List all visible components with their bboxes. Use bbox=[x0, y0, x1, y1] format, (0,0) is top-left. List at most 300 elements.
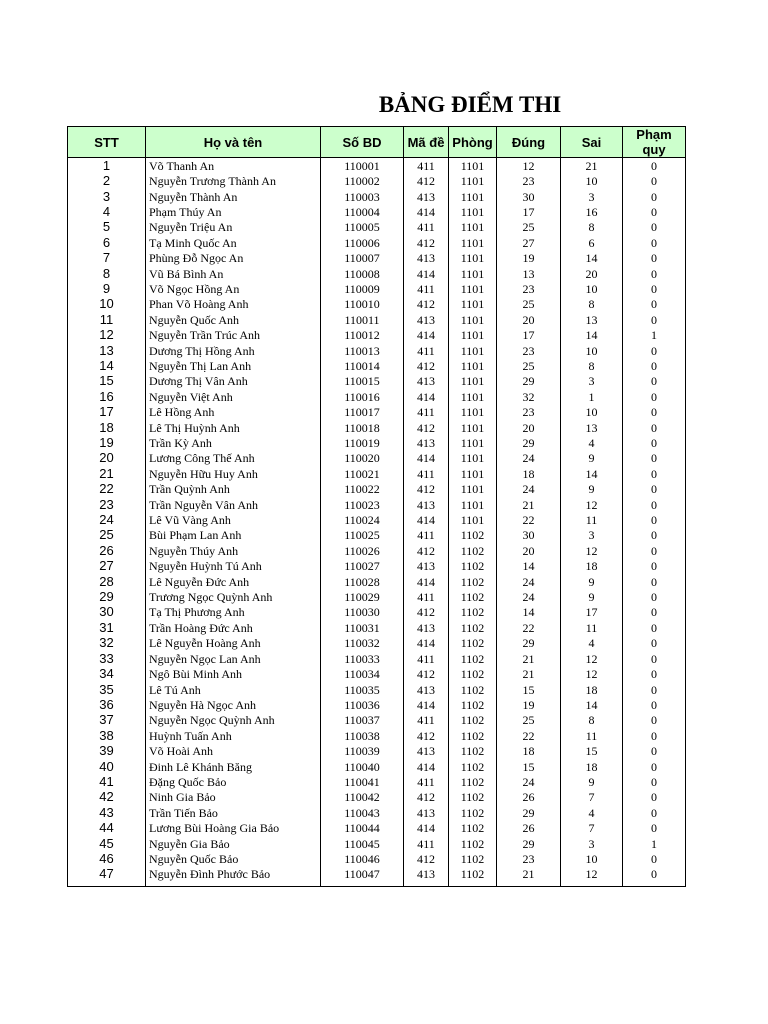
cell-stt: 38 bbox=[68, 728, 146, 743]
cell-stt: 3 bbox=[68, 189, 146, 204]
cell-ma-de: 412 bbox=[404, 173, 449, 188]
cell-name: Vũ Bá Bình An bbox=[146, 266, 321, 281]
cell-sai: 18 bbox=[561, 759, 623, 774]
cell-sai: 3 bbox=[561, 189, 623, 204]
cell-ma-de: 413 bbox=[404, 805, 449, 820]
cell-phong: 1101 bbox=[449, 281, 497, 296]
cell-dung: 25 bbox=[497, 713, 561, 728]
cell-name: Nguyễn Quốc Bảo bbox=[146, 851, 321, 866]
cell-sai: 4 bbox=[561, 435, 623, 450]
cell-stt: 32 bbox=[68, 636, 146, 651]
cell-ma-de: 414 bbox=[404, 389, 449, 404]
cell-sai: 8 bbox=[561, 358, 623, 373]
cell-stt: 40 bbox=[68, 759, 146, 774]
cell-name: Bùi Phạm Lan Anh bbox=[146, 528, 321, 543]
cell-phong: 1101 bbox=[449, 420, 497, 435]
cell-ma-de: 411 bbox=[404, 405, 449, 420]
cell-stt: 14 bbox=[68, 358, 146, 373]
cell-sbd: 110043 bbox=[321, 805, 404, 820]
cell-sai: 8 bbox=[561, 713, 623, 728]
cell-sai: 14 bbox=[561, 327, 623, 342]
cell-phong: 1101 bbox=[449, 389, 497, 404]
cell-ma-de: 413 bbox=[404, 620, 449, 635]
cell-sai: 10 bbox=[561, 851, 623, 866]
cell-dung: 27 bbox=[497, 235, 561, 250]
cell-phong: 1101 bbox=[449, 235, 497, 250]
cell-sbd: 110035 bbox=[321, 682, 404, 697]
score-table bbox=[67, 126, 686, 887]
cell-stt: 43 bbox=[68, 805, 146, 820]
cell-ma-de: 412 bbox=[404, 790, 449, 805]
cell-phong: 1102 bbox=[449, 666, 497, 681]
cell-sai: 11 bbox=[561, 620, 623, 635]
cell-sbd: 110023 bbox=[321, 497, 404, 512]
cell-ma-de: 411 bbox=[404, 466, 449, 481]
cell-name: Tạ Minh Quốc An bbox=[146, 235, 321, 250]
cell-pham-quy: 0 bbox=[623, 189, 686, 204]
cell-stt: 19 bbox=[68, 435, 146, 450]
cell-sbd: 110045 bbox=[321, 836, 404, 851]
cell-phong: 1102 bbox=[449, 743, 497, 758]
cell-pham-quy: 0 bbox=[623, 512, 686, 527]
cell-phong: 1102 bbox=[449, 774, 497, 789]
cell-dung: 25 bbox=[497, 220, 561, 235]
cell-stt: 9 bbox=[68, 281, 146, 296]
header-stt: STT bbox=[68, 127, 146, 158]
cell-name: Dương Thị Vân Anh bbox=[146, 374, 321, 389]
cell-sai: 10 bbox=[561, 405, 623, 420]
header-sai: Sai bbox=[561, 127, 623, 158]
cell-name: Nguyễn Quốc Anh bbox=[146, 312, 321, 327]
cell-sbd: 110008 bbox=[321, 266, 404, 281]
cell-ma-de: 412 bbox=[404, 605, 449, 620]
cell-ma-de: 412 bbox=[404, 358, 449, 373]
cell-name: Dương Thị Hồng Anh bbox=[146, 343, 321, 358]
cell-pham-quy: 0 bbox=[623, 482, 686, 497]
cell-sai: 6 bbox=[561, 235, 623, 250]
cell-dung: 22 bbox=[497, 620, 561, 635]
table-row bbox=[68, 158, 686, 174]
cell-phong: 1102 bbox=[449, 528, 497, 543]
cell-dung: 29 bbox=[497, 836, 561, 851]
cell-sbd: 110006 bbox=[321, 235, 404, 250]
cell-name: Nguyễn Hữu Huy Anh bbox=[146, 466, 321, 481]
cell-stt: 28 bbox=[68, 574, 146, 589]
cell-sbd: 110025 bbox=[321, 528, 404, 543]
cell-stt: 36 bbox=[68, 697, 146, 712]
cell-phong: 1102 bbox=[449, 651, 497, 666]
cell-pham-quy: 0 bbox=[623, 266, 686, 281]
cell-pham-quy: 1 bbox=[623, 836, 686, 851]
table-row bbox=[68, 636, 686, 651]
table-row bbox=[68, 728, 686, 743]
cell-sbd: 110031 bbox=[321, 620, 404, 635]
cell-sbd: 110024 bbox=[321, 512, 404, 527]
cell-phong: 1101 bbox=[449, 482, 497, 497]
cell-stt: 46 bbox=[68, 851, 146, 866]
cell-dung: 19 bbox=[497, 697, 561, 712]
cell-name: Nguyễn Thị Lan Anh bbox=[146, 358, 321, 373]
table-row bbox=[68, 713, 686, 728]
cell-sbd: 110002 bbox=[321, 173, 404, 188]
cell-stt: 29 bbox=[68, 589, 146, 604]
cell-ma-de: 414 bbox=[404, 636, 449, 651]
cell-dung: 21 bbox=[497, 497, 561, 512]
cell-stt: 21 bbox=[68, 466, 146, 481]
cell-stt: 42 bbox=[68, 790, 146, 805]
cell-pham-quy: 0 bbox=[623, 466, 686, 481]
cell-sbd: 110020 bbox=[321, 451, 404, 466]
cell-phong: 1101 bbox=[449, 435, 497, 450]
cell-sbd: 110032 bbox=[321, 636, 404, 651]
cell-name: Lương Công Thế Anh bbox=[146, 451, 321, 466]
cell-stt: 11 bbox=[68, 312, 146, 327]
cell-ma-de: 413 bbox=[404, 682, 449, 697]
cell-sai: 10 bbox=[561, 173, 623, 188]
table-row bbox=[68, 651, 686, 666]
table-row bbox=[68, 805, 686, 820]
cell-name: Lê Nguyễn Đức Anh bbox=[146, 574, 321, 589]
cell-name: Trần Tiến Bảo bbox=[146, 805, 321, 820]
cell-sbd: 110007 bbox=[321, 250, 404, 265]
cell-sbd: 110016 bbox=[321, 389, 404, 404]
cell-pham-quy: 0 bbox=[623, 682, 686, 697]
cell-sbd: 110011 bbox=[321, 312, 404, 327]
cell-name: Tạ Thị Phương Anh bbox=[146, 605, 321, 620]
table-row bbox=[68, 435, 686, 450]
cell-sai: 10 bbox=[561, 343, 623, 358]
cell-sai: 21 bbox=[561, 158, 623, 174]
cell-dung: 20 bbox=[497, 420, 561, 435]
cell-sai: 13 bbox=[561, 312, 623, 327]
cell-sbd: 110009 bbox=[321, 281, 404, 296]
cell-stt: 39 bbox=[68, 743, 146, 758]
cell-stt: 44 bbox=[68, 820, 146, 835]
table-row bbox=[68, 250, 686, 265]
table-row bbox=[68, 235, 686, 250]
cell-ma-de: 413 bbox=[404, 559, 449, 574]
header-sbd: Số BD bbox=[321, 127, 404, 158]
cell-pham-quy: 0 bbox=[623, 713, 686, 728]
table-row bbox=[68, 851, 686, 866]
table-row bbox=[68, 220, 686, 235]
cell-sai: 16 bbox=[561, 204, 623, 219]
cell-name: Nguyễn Đình Phước Bảo bbox=[146, 867, 321, 887]
cell-dung: 20 bbox=[497, 543, 561, 558]
cell-dung: 25 bbox=[497, 358, 561, 373]
cell-sai: 1 bbox=[561, 389, 623, 404]
cell-ma-de: 411 bbox=[404, 651, 449, 666]
cell-sai: 7 bbox=[561, 820, 623, 835]
cell-stt: 18 bbox=[68, 420, 146, 435]
cell-ma-de: 414 bbox=[404, 759, 449, 774]
cell-ma-de: 411 bbox=[404, 836, 449, 851]
cell-phong: 1102 bbox=[449, 759, 497, 774]
cell-phong: 1102 bbox=[449, 543, 497, 558]
table-row bbox=[68, 543, 686, 558]
header-ma-de: Mã đề bbox=[404, 127, 449, 158]
table-row bbox=[68, 497, 686, 512]
cell-ma-de: 414 bbox=[404, 512, 449, 527]
cell-phong: 1101 bbox=[449, 497, 497, 512]
cell-pham-quy: 0 bbox=[623, 805, 686, 820]
table-row bbox=[68, 666, 686, 681]
table-row bbox=[68, 743, 686, 758]
cell-phong: 1101 bbox=[449, 250, 497, 265]
cell-dung: 23 bbox=[497, 343, 561, 358]
table-row bbox=[68, 512, 686, 527]
cell-sai: 13 bbox=[561, 420, 623, 435]
cell-dung: 22 bbox=[497, 728, 561, 743]
cell-ma-de: 414 bbox=[404, 574, 449, 589]
cell-sbd: 110036 bbox=[321, 697, 404, 712]
cell-dung: 17 bbox=[497, 204, 561, 219]
table-row bbox=[68, 867, 686, 887]
cell-pham-quy: 0 bbox=[623, 867, 686, 887]
cell-dung: 24 bbox=[497, 589, 561, 604]
cell-sbd: 110012 bbox=[321, 327, 404, 342]
table-row bbox=[68, 405, 686, 420]
cell-stt: 22 bbox=[68, 482, 146, 497]
cell-phong: 1102 bbox=[449, 713, 497, 728]
cell-sai: 9 bbox=[561, 574, 623, 589]
cell-ma-de: 411 bbox=[404, 281, 449, 296]
cell-sbd: 110030 bbox=[321, 605, 404, 620]
cell-dung: 12 bbox=[497, 158, 561, 174]
page-title: BẢNG ĐIỂM THI bbox=[378, 92, 562, 117]
table-row bbox=[68, 281, 686, 296]
header-name: Họ và tên bbox=[146, 127, 321, 158]
cell-pham-quy: 0 bbox=[623, 389, 686, 404]
table-row bbox=[68, 420, 686, 435]
cell-stt: 23 bbox=[68, 497, 146, 512]
cell-ma-de: 412 bbox=[404, 728, 449, 743]
cell-name: Nguyễn Ngọc Quỳnh Anh bbox=[146, 713, 321, 728]
cell-dung: 29 bbox=[497, 805, 561, 820]
cell-pham-quy: 0 bbox=[623, 820, 686, 835]
cell-stt: 17 bbox=[68, 405, 146, 420]
cell-stt: 12 bbox=[68, 327, 146, 342]
cell-ma-de: 413 bbox=[404, 189, 449, 204]
cell-phong: 1102 bbox=[449, 636, 497, 651]
cell-dung: 18 bbox=[497, 743, 561, 758]
cell-dung: 14 bbox=[497, 559, 561, 574]
cell-stt: 45 bbox=[68, 836, 146, 851]
table-row bbox=[68, 620, 686, 635]
cell-name: Nguyễn Trần Trúc Anh bbox=[146, 327, 321, 342]
cell-pham-quy: 0 bbox=[623, 636, 686, 651]
cell-pham-quy: 0 bbox=[623, 312, 686, 327]
cell-sbd: 110014 bbox=[321, 358, 404, 373]
cell-ma-de: 412 bbox=[404, 297, 449, 312]
cell-phong: 1102 bbox=[449, 620, 497, 635]
cell-stt: 26 bbox=[68, 543, 146, 558]
cell-pham-quy: 0 bbox=[623, 605, 686, 620]
cell-sbd: 110005 bbox=[321, 220, 404, 235]
cell-ma-de: 413 bbox=[404, 435, 449, 450]
cell-sai: 17 bbox=[561, 605, 623, 620]
cell-phong: 1102 bbox=[449, 728, 497, 743]
cell-stt: 24 bbox=[68, 512, 146, 527]
cell-stt: 27 bbox=[68, 559, 146, 574]
cell-name: Ninh Gia Bảo bbox=[146, 790, 321, 805]
cell-stt: 4 bbox=[68, 204, 146, 219]
cell-stt: 10 bbox=[68, 297, 146, 312]
table-row bbox=[68, 759, 686, 774]
cell-pham-quy: 0 bbox=[623, 743, 686, 758]
cell-sai: 3 bbox=[561, 836, 623, 851]
cell-phong: 1102 bbox=[449, 682, 497, 697]
cell-phong: 1101 bbox=[449, 358, 497, 373]
table-row bbox=[68, 574, 686, 589]
table-row bbox=[68, 189, 686, 204]
cell-sbd: 110021 bbox=[321, 466, 404, 481]
table-row bbox=[68, 836, 686, 851]
cell-ma-de: 413 bbox=[404, 250, 449, 265]
cell-name: Huỳnh Tuấn Anh bbox=[146, 728, 321, 743]
cell-name: Võ Ngọc Hồng An bbox=[146, 281, 321, 296]
cell-pham-quy: 0 bbox=[623, 774, 686, 789]
cell-pham-quy: 0 bbox=[623, 851, 686, 866]
cell-dung: 24 bbox=[497, 482, 561, 497]
table-row bbox=[68, 374, 686, 389]
cell-name: Đặng Quốc Bảo bbox=[146, 774, 321, 789]
cell-stt: 1 bbox=[68, 158, 146, 174]
cell-sbd: 110044 bbox=[321, 820, 404, 835]
cell-name: Lương Bùi Hoàng Gia Bảo bbox=[146, 820, 321, 835]
table-row bbox=[68, 297, 686, 312]
cell-pham-quy: 0 bbox=[623, 358, 686, 373]
cell-phong: 1101 bbox=[449, 189, 497, 204]
cell-stt: 35 bbox=[68, 682, 146, 697]
cell-pham-quy: 0 bbox=[623, 374, 686, 389]
table-row bbox=[68, 266, 686, 281]
table-row bbox=[68, 173, 686, 188]
cell-stt: 6 bbox=[68, 235, 146, 250]
cell-sai: 12 bbox=[561, 543, 623, 558]
cell-pham-quy: 0 bbox=[623, 543, 686, 558]
table-row bbox=[68, 466, 686, 481]
cell-stt: 7 bbox=[68, 250, 146, 265]
cell-name: Lê Vũ Vàng Anh bbox=[146, 512, 321, 527]
table-row bbox=[68, 343, 686, 358]
cell-name: Đinh Lê Khánh Băng bbox=[146, 759, 321, 774]
cell-sbd: 110033 bbox=[321, 651, 404, 666]
cell-ma-de: 414 bbox=[404, 204, 449, 219]
cell-ma-de: 414 bbox=[404, 266, 449, 281]
cell-pham-quy: 0 bbox=[623, 697, 686, 712]
cell-sbd: 110003 bbox=[321, 189, 404, 204]
table-row bbox=[68, 204, 686, 219]
cell-ma-de: 411 bbox=[404, 528, 449, 543]
cell-pham-quy: 0 bbox=[623, 451, 686, 466]
cell-phong: 1101 bbox=[449, 451, 497, 466]
cell-phong: 1102 bbox=[449, 867, 497, 887]
cell-name: Ngô Bùi Minh Anh bbox=[146, 666, 321, 681]
table-row bbox=[68, 358, 686, 373]
cell-pham-quy: 0 bbox=[623, 497, 686, 512]
table-row bbox=[68, 528, 686, 543]
cell-dung: 14 bbox=[497, 605, 561, 620]
cell-dung: 26 bbox=[497, 790, 561, 805]
cell-phong: 1101 bbox=[449, 173, 497, 188]
cell-dung: 13 bbox=[497, 266, 561, 281]
cell-stt: 25 bbox=[68, 528, 146, 543]
cell-pham-quy: 0 bbox=[623, 574, 686, 589]
cell-sbd: 110029 bbox=[321, 589, 404, 604]
cell-stt: 2 bbox=[68, 173, 146, 188]
cell-ma-de: 412 bbox=[404, 420, 449, 435]
cell-name: Nguyễn Hà Ngọc Anh bbox=[146, 697, 321, 712]
cell-stt: 8 bbox=[68, 266, 146, 281]
cell-sbd: 110047 bbox=[321, 867, 404, 887]
cell-dung: 20 bbox=[497, 312, 561, 327]
table-row bbox=[68, 589, 686, 604]
cell-sbd: 110037 bbox=[321, 713, 404, 728]
cell-name: Nguyễn Thành An bbox=[146, 189, 321, 204]
cell-phong: 1102 bbox=[449, 559, 497, 574]
cell-sai: 12 bbox=[561, 651, 623, 666]
cell-phong: 1102 bbox=[449, 605, 497, 620]
cell-ma-de: 411 bbox=[404, 713, 449, 728]
cell-sai: 4 bbox=[561, 636, 623, 651]
cell-sai: 12 bbox=[561, 666, 623, 681]
cell-sai: 4 bbox=[561, 805, 623, 820]
cell-pham-quy: 0 bbox=[623, 204, 686, 219]
cell-name: Nguyễn Việt Anh bbox=[146, 389, 321, 404]
table-row bbox=[68, 559, 686, 574]
cell-ma-de: 414 bbox=[404, 697, 449, 712]
cell-sbd: 110028 bbox=[321, 574, 404, 589]
cell-stt: 5 bbox=[68, 220, 146, 235]
cell-phong: 1102 bbox=[449, 790, 497, 805]
cell-phong: 1101 bbox=[449, 220, 497, 235]
cell-pham-quy: 0 bbox=[623, 728, 686, 743]
cell-sbd: 110018 bbox=[321, 420, 404, 435]
cell-ma-de: 411 bbox=[404, 774, 449, 789]
cell-phong: 1102 bbox=[449, 851, 497, 866]
cell-name: Lê Hồng Anh bbox=[146, 405, 321, 420]
cell-ma-de: 413 bbox=[404, 374, 449, 389]
cell-name: Trần Nguyễn Vân Anh bbox=[146, 497, 321, 512]
cell-stt: 37 bbox=[68, 713, 146, 728]
cell-sbd: 110015 bbox=[321, 374, 404, 389]
cell-pham-quy: 0 bbox=[623, 559, 686, 574]
cell-dung: 23 bbox=[497, 281, 561, 296]
cell-pham-quy: 0 bbox=[623, 281, 686, 296]
cell-sai: 9 bbox=[561, 774, 623, 789]
cell-name: Trần Quỳnh Anh bbox=[146, 482, 321, 497]
cell-dung: 23 bbox=[497, 851, 561, 866]
cell-stt: 15 bbox=[68, 374, 146, 389]
cell-ma-de: 413 bbox=[404, 867, 449, 887]
cell-stt: 20 bbox=[68, 451, 146, 466]
cell-pham-quy: 0 bbox=[623, 420, 686, 435]
cell-dung: 29 bbox=[497, 636, 561, 651]
header-phong: Phòng bbox=[449, 127, 497, 158]
cell-name: Lê Nguyễn Hoàng Anh bbox=[146, 636, 321, 651]
cell-sai: 11 bbox=[561, 512, 623, 527]
cell-dung: 21 bbox=[497, 666, 561, 681]
cell-sbd: 110034 bbox=[321, 666, 404, 681]
cell-sai: 14 bbox=[561, 697, 623, 712]
cell-phong: 1102 bbox=[449, 805, 497, 820]
cell-phong: 1101 bbox=[449, 158, 497, 174]
cell-dung: 22 bbox=[497, 512, 561, 527]
cell-sbd: 110027 bbox=[321, 559, 404, 574]
cell-stt: 41 bbox=[68, 774, 146, 789]
cell-name: Phạm Thúy An bbox=[146, 204, 321, 219]
